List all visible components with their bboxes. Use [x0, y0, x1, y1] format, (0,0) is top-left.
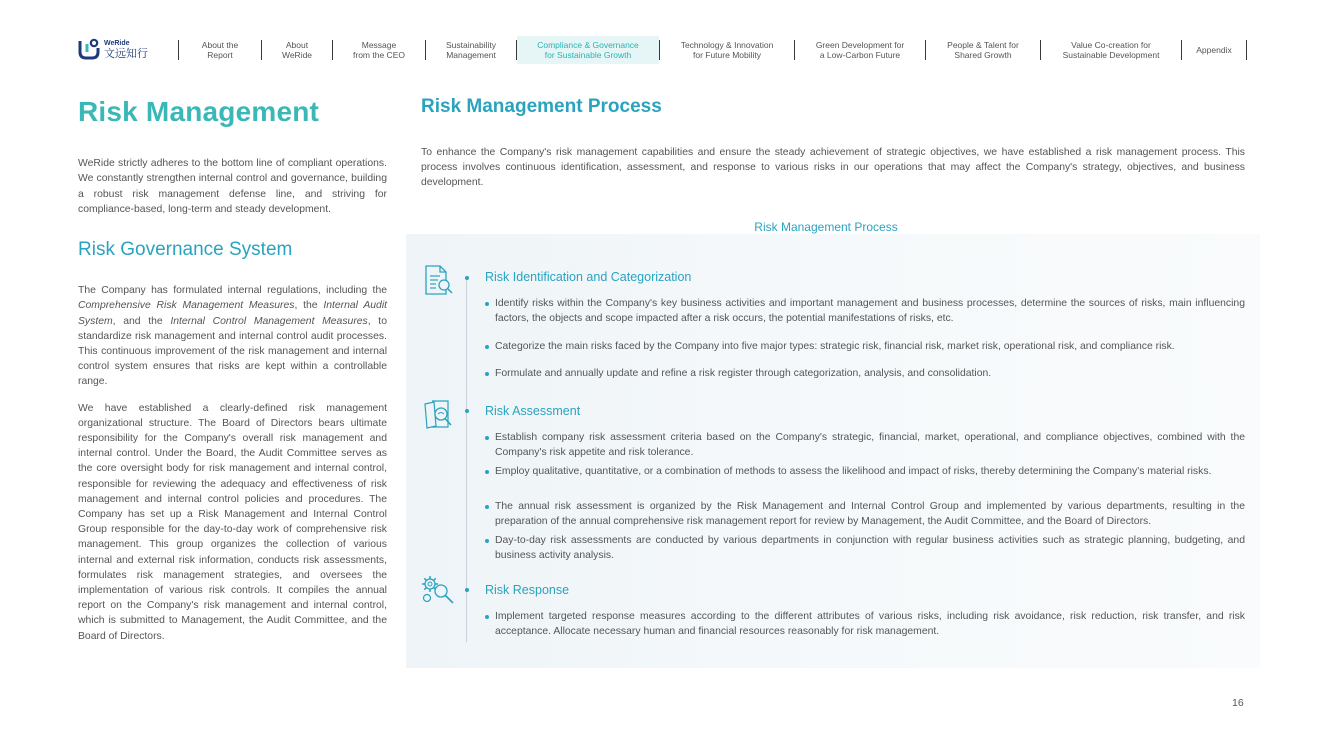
- nav-item-about-weride[interactable]: About WeRide: [281, 40, 313, 60]
- governance-paragraph-regulations: The Company has formulated internal regulations, including the Comprehensive Risk Management Measures, the Internal Audit System, and the Internal Control Management Measures, to standardize risk management and internal control audit processes. This continuous improvement of the risk management and internal control system ensures that risks are kept within a controllable range.: [78, 285, 388, 388]
- bullet-item: Establish company risk assessment criteria based on the Company's strategic, financial, market, operational, and compliance objectives, combined with the Company's risk appetite and risk tolerance.: [485, 430, 1245, 460]
- bullet-item: Categorize the main risks faced by the Company into five major types: strategic risk, financial risk, market risk, operational risk, and compliance risk.: [485, 339, 1245, 354]
- top-navigation: [178, 39, 1247, 61]
- bullet-item: Day-to-day risk assessments are conducted by various departments in conjunction with regular business activities such as strategic planning, budgeting, and business activity analysis.: [485, 533, 1245, 563]
- process-intro-paragraph: To enhance the Company's risk management capabilities and ensure the steady achievement of strategic objectives, we have established a risk management process. This process involves continuous identification, assessment, and response to various risks in our operations that may affect the Company's strategy, objectives, and business development.: [421, 147, 1245, 189]
- step-title-assessment: Risk Assessment: [485, 404, 581, 418]
- bullet-item: Employ qualitative, quantitative, or a combination of methods to assess the likelihood and impact of risks, thereby determining the Company's material risks.: [485, 464, 1245, 479]
- nav-item-about-report[interactable]: About the Report: [201, 40, 239, 60]
- nav-item-sustainability[interactable]: Sustainability Management: [445, 40, 497, 60]
- nav-item-people-talent[interactable]: People & Talent for Shared Growth: [947, 40, 1019, 60]
- timeline-dot: [465, 276, 469, 280]
- gear-magnifier-icon: [420, 574, 456, 608]
- nav-item-ceo-message[interactable]: Message from the CEO: [353, 40, 405, 60]
- bullet-item: Identify risks within the Company's key business activities and important management and business processes, determine the sources of risks, main influencing factors, the objects and scope impacted after a risk occurs, the potential manifestations of risks, etc.: [485, 296, 1245, 326]
- nav-item-appendix[interactable]: Appendix: [1196, 45, 1232, 55]
- governance-paragraph-structure: We have established a clearly-defined risk management organizational structure. The Board of Directors bears ultimate responsibility for the Company's overall risk management and internal control. Under the Board, the Audit Committee serves as the core oversight body for risk management and internal control, responsible for reviewing the adequacy and effectiveness of risk management and internal control policies and procedures. The Company has set up a Risk Management and Internal Control Group responsible for the day-to-day work of comprehensive risk management. This group organizes the collection of various internal and external risk information, conducts risk assessments, formulates risk management strategies, and oversees the implementation of various risk controls. It compiles the annual report on the Company's risk management and internal control, which is submitted to Management, the Audit Committee, and the Board of Directors.: [78, 402, 387, 642]
- page-title: Risk Management: [78, 96, 320, 127]
- left-column: [78, 96, 387, 644]
- nav-item-green-development[interactable]: Green Development for a Low-Carbon Future: [815, 40, 905, 60]
- nav-item-value-cocreation[interactable]: Value Co-creation for Sustainable Development: [1062, 40, 1160, 60]
- bullet-item: Implement targeted response measures according to the different attributes of various risks, including risk avoidance, risk reduction, risk transfer, and risk acceptance. Allocate necessary human and financial resources reasonably for risk management.: [485, 609, 1245, 639]
- nav-item-technology-innovation[interactable]: Technology & Innovation for Future Mobility: [680, 40, 774, 60]
- section-title-risk-process: Risk Management Process: [421, 96, 662, 117]
- process-caption: Risk Management Process: [754, 220, 898, 234]
- step-title-response: Risk Response: [485, 583, 570, 597]
- nav-divider: [1246, 40, 1247, 60]
- weride-logo[interactable]: [78, 38, 148, 60]
- nav-item-compliance-governance[interactable]: Compliance & Governance for Sustainable Growth: [517, 36, 659, 64]
- bullet-item: Formulate and annually update and refine a risk register through categorization, analysis, and consolidation.: [485, 366, 1245, 381]
- header: [0, 30, 1324, 68]
- step-title-identification: Risk Identification and Categorization: [485, 270, 692, 284]
- timeline-dot: [465, 409, 469, 413]
- section-title-risk-governance: Risk Governance System: [78, 239, 293, 261]
- document-search-icon: [422, 264, 458, 298]
- intro-paragraph: WeRide strictly adheres to the bottom line of compliant operations. We constantly strengthen internal control and governance, building a robust risk management defense line, and striving for compliance-based, long-term and steady development.: [78, 158, 387, 215]
- bullet-item: The annual risk assessment is organized by the Risk Management and Internal Control Group and implemented by various departments, resulting in the preparation of the annual comprehensive risk management report for review by Management, the Audit Committee, and the Board of Directors.: [485, 499, 1245, 529]
- magnifier-documents-icon: [422, 398, 458, 432]
- weride-logo-icon: [78, 38, 100, 60]
- logo-name-cn: 文远知行: [104, 46, 148, 60]
- timeline-dot: [465, 588, 469, 592]
- page-number: 16: [1232, 697, 1244, 709]
- logo-name-en: WeRide: [104, 39, 130, 47]
